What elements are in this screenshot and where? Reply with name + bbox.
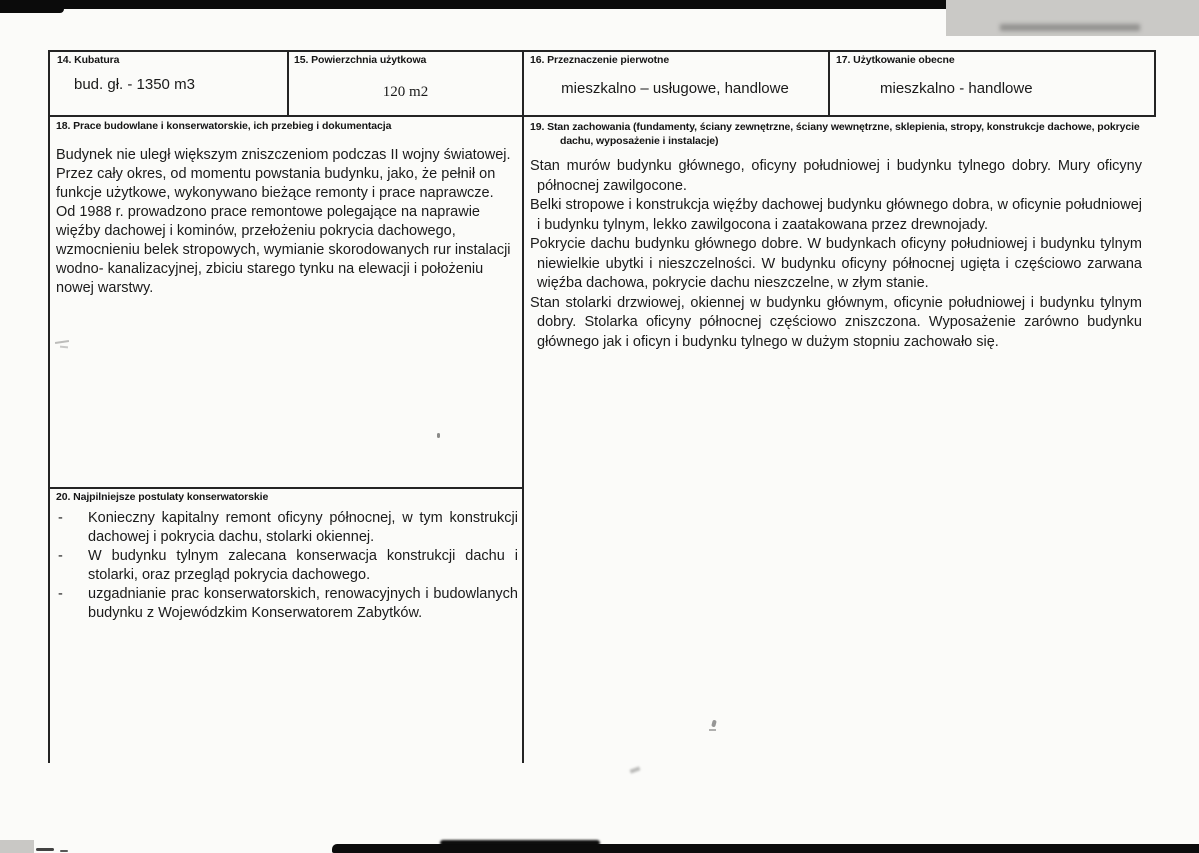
list-dash-marker: - xyxy=(58,510,63,526)
field-18-label: 18. Prace budowlane i konserwatorskie, ich przebieg i dokumentacja xyxy=(56,120,392,132)
field-15-label: 15. Powierzchnia użytkowa xyxy=(294,54,427,66)
list-item-text: W budynku tylnym zalecana konserwacja konstrukcji dachu i stolarki, oraz przegląd pokrycia dachowego. xyxy=(88,548,518,583)
list-item xyxy=(58,509,518,547)
section-20-top-border xyxy=(48,487,524,489)
list-item xyxy=(58,585,518,623)
scan-dot-bottom-left-2 xyxy=(60,850,68,852)
table-header-row-bottom-border xyxy=(48,115,1156,117)
list-dash-marker: - xyxy=(58,548,63,564)
field-19-paragraph: Stan murów budynku głównego, oficyny południowej i budynku tylnego dobry. Mury oficyny północnej zawilgocone. xyxy=(530,158,1142,194)
table-right-border xyxy=(1154,50,1156,115)
field-19-paragraph: Pokrycie dachu budynku głównego dobre. W budynkach oficyny południowej i budynku tylnym niewielkie ubytki i nieszczelności. W budynku oficyny północnej ugięta i częściowo zarwana więźba dachowa, pokrycie dachu nieszczelne, w złym stanie. xyxy=(530,236,1142,291)
field-19-label: 19. Stan zachowania (fundamenty, ściany zewnętrzne, ściany wewnętrzne, sklepienia, stropy, konstrukcje dachowe, pokrycie dachu, wyposażenie i instalacje) xyxy=(530,121,1140,147)
field-19-body xyxy=(530,157,1142,352)
field-15-value: 120 m2 xyxy=(382,84,429,100)
list-item-text: Konieczny kapitalny remont oficyny północnej, w tym konstrukcji dachowej i pokrycia dachu, stolarki okiennej. xyxy=(88,510,518,545)
field-17-label: 17. Użytkowanie obecne xyxy=(836,54,955,66)
table-top-border xyxy=(48,50,1156,52)
field-20-list xyxy=(58,509,518,623)
field-18-body: Budynek nie uległ większym zniszczeniom podczas II wojny światowej. Przez cały okres, od momentu powstania budynku, jako, że pełnił on funkcje użytkowe, wykonywano bieżące remonty i prace naprawcze. Od 1988 r. prowadzono prace remontowe polegające na naprawie więźby dachowej i kominów, przełożeniu pokrycia dachowego, wzmocnieniu belek stropowych, wymianie skorodowanych rur instalacji wodno- kanalizacyjnej, zbiciu starego tynku na elewacji i położeniu nowej warstwy. xyxy=(56,147,511,296)
list-dash-marker: - xyxy=(58,586,63,602)
field-16-value: mieszkalno – usługowe, handlowe xyxy=(561,80,789,97)
field-17-value: mieszkalno - handlowe xyxy=(880,80,1033,97)
scan-blob-bottom xyxy=(440,840,600,846)
table-left-border xyxy=(48,50,50,763)
field-19-paragraph: Belki stropowe i konstrukcja więźby dachowej budynku głównego dobra, w oficynie południowej i budynku tylnym, lekko zawilgocona i zaatakowana przez drewnojady. xyxy=(530,197,1142,233)
list-item-text: uzgadnianie prac konserwatorskich, renowacyjnych i budowlanych budynku z Wojewódzkim Konserwatorem Zabytków. xyxy=(88,586,518,621)
field-14-value: bud. gł. - 1350 m3 xyxy=(74,76,195,93)
scan-dot-bottom-left xyxy=(36,848,54,851)
field-20-label: 20. Najpilniejsze postulaty konserwatorskie xyxy=(56,491,269,503)
scan-edge-top xyxy=(0,0,946,9)
scan-edge-top-left xyxy=(0,0,64,13)
list-item xyxy=(58,547,518,585)
scan-speck xyxy=(709,729,716,731)
field-16-label: 16. Przeznaczenie pierwotne xyxy=(530,54,670,66)
scan-gap-bottom-left xyxy=(0,840,34,853)
column-divider-14-15 xyxy=(287,50,289,115)
field-14-label: 14. Kubatura xyxy=(57,54,120,66)
table-center-divider xyxy=(522,50,524,763)
column-divider-16-17 xyxy=(828,50,830,115)
scan-smudge-top-right xyxy=(1000,24,1140,31)
scan-speck xyxy=(437,433,440,438)
field-19-paragraph: Stan stolarki drzwiowej, okiennej w budynku głównym, oficynie południowej i budynku tylnym dobry. Stolarka oficyny północnej częściowo zniszczona. Wyposażenie zarówno budynku głównego jak i oficyn i budynku tylnego w dużym stopniu zachowało się. xyxy=(530,294,1142,350)
